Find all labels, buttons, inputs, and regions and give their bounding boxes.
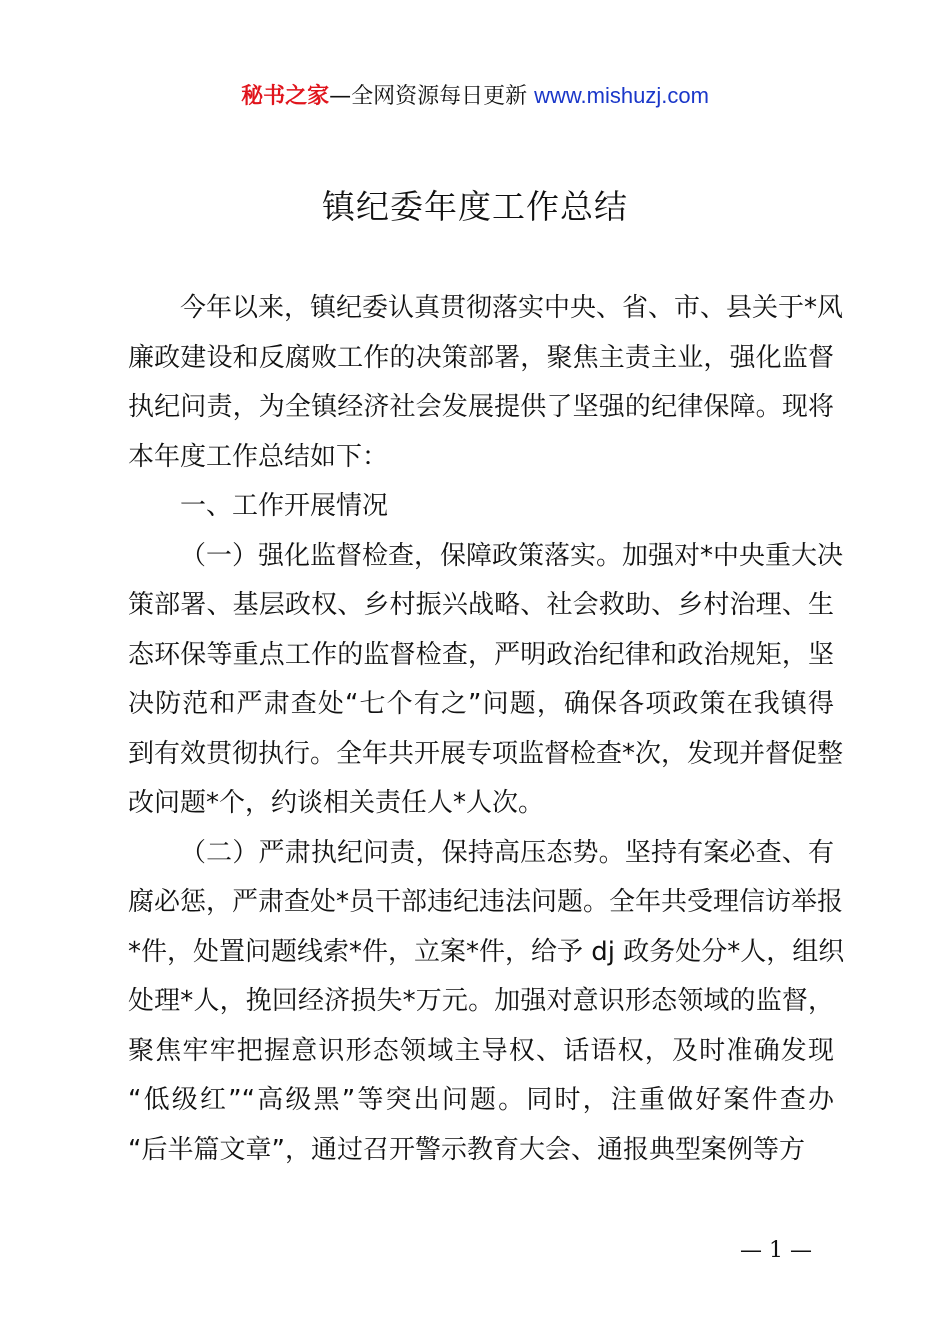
paragraph-line: 今年以来，镇纪委认真贯彻落实中央、省、市、县关于*风: [180, 293, 844, 323]
paragraph-line: 处理*人，挽回经济损失*万元。加强对意识形态领域的监督，: [128, 986, 834, 1016]
paragraph-line: 本年度工作总结如下：: [128, 441, 389, 472]
site-slogan: 全网资源每日更新: [351, 84, 528, 109]
page-number: — 1 —: [740, 1238, 812, 1263]
paragraph-line: “低级红”“高级黑”等突出问题。同时，注重做好案件查办: [128, 1085, 834, 1115]
document-title: 镇纪委年度工作总结: [322, 187, 628, 226]
paragraph: [128, 482, 834, 532]
paragraph-line: *件，处置问题线索*件，立案*件，给予 dj 政务处分*人，组织: [128, 936, 845, 967]
document-body: [128, 284, 845, 1175]
paragraph-line: 一、工作开展情况: [180, 491, 389, 521]
header-dash: —: [329, 84, 352, 109]
site-url-link[interactable]: www.mishuzj.com: [534, 83, 709, 108]
paragraph-line: 廉政建设和反腐败工作的决策部署，聚焦主责主业，强化监督: [128, 342, 834, 373]
paragraph-line: 策部署、基层政权、乡村振兴战略、社会救助、乡村治理、生: [128, 590, 834, 620]
site-brand: 秘书之家: [241, 84, 330, 109]
paragraph-line: 到有效贯彻执行。全年共开展专项监督检查*次，发现并督促整: [128, 738, 844, 769]
paragraph-line: （二）严肃执纪问责，保持高压态势。坚持有案必查、有: [180, 837, 834, 868]
paragraph-line: 执纪问责，为全镇经济社会发展提供了坚强的纪律保障。现将: [128, 392, 834, 422]
paragraph-line: 改问题*个，约谈相关责任人*人次。: [128, 788, 545, 818]
site-header: [0, 78, 950, 115]
paragraph-line: 决防范和严肃查处“七个有之”问题，确保各项政策在我镇得: [128, 689, 834, 719]
paragraph: [128, 532, 844, 829]
paragraph-line: 态环保等重点工作的监督检查，严明政治纪律和政治规矩，坚: [128, 639, 834, 670]
paragraph: [128, 829, 845, 1176]
paragraph-line: “后半篇文章”，通过召开警示教育大会、通报典型案例等方: [128, 1134, 805, 1165]
paragraph-line: 腐必惩，严肃查处*员干部违纪违法问题。全年共受理信访举报: [128, 887, 844, 917]
paragraph-line: 聚焦牢牢把握意识形态领域主导权、话语权，及时准确发现: [128, 1035, 834, 1066]
paragraph-line: （一）强化监督检查，保障政策落实。加强对*中央重大决: [180, 540, 844, 571]
paragraph: [128, 284, 844, 482]
